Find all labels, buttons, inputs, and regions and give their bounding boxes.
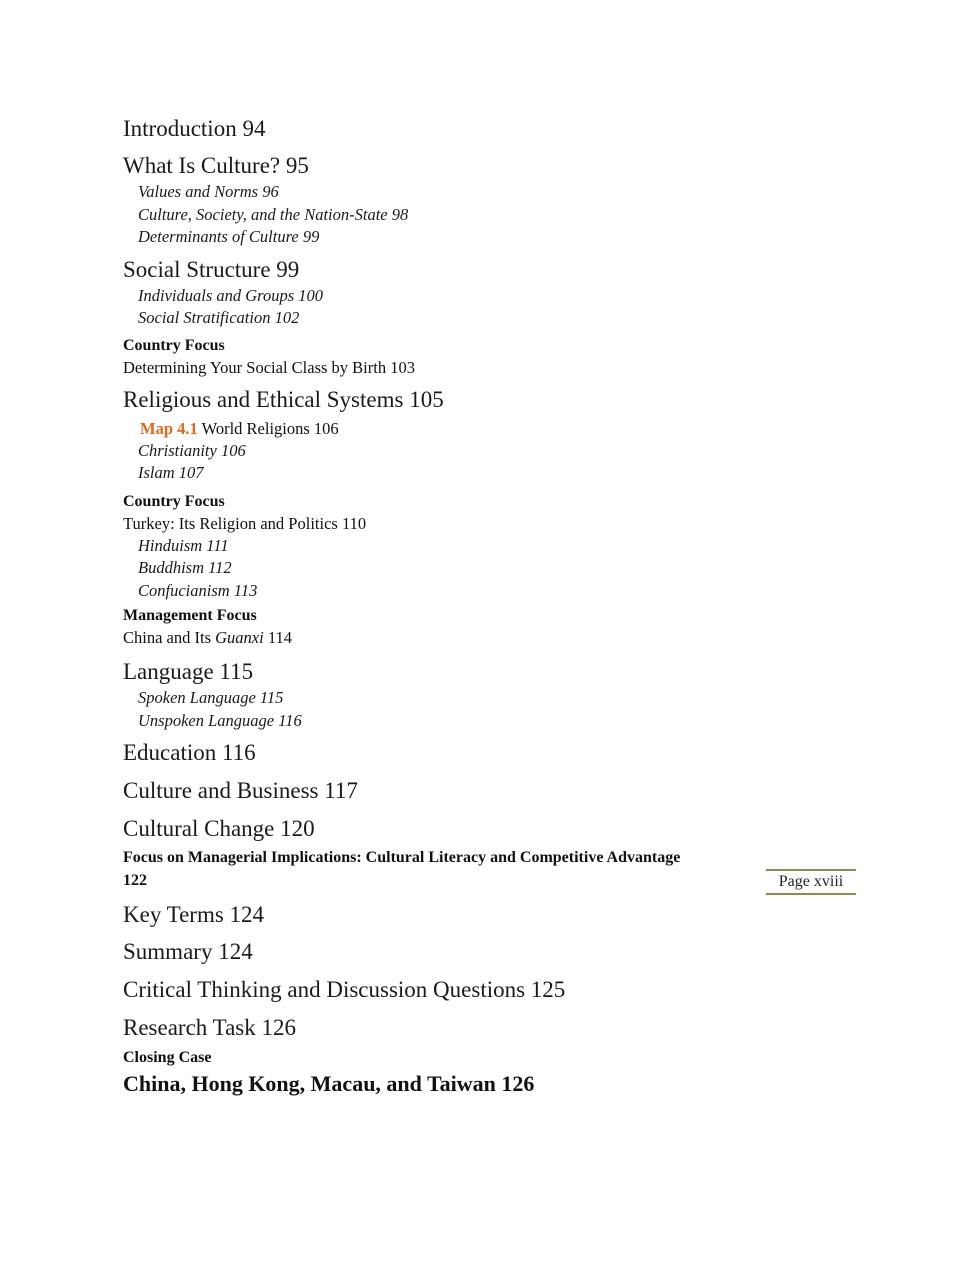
closing-case-title[interactable]: China, Hong Kong, Macau, and Taiwan 126: [123, 1071, 535, 1096]
country-focus-entry[interactable]: Turkey: Its Religion and Politics 110: [123, 513, 367, 533]
toc-subentry[interactable]: Buddhism 112: [138, 558, 232, 577]
country-focus-label: Country Focus: [123, 492, 225, 510]
toc-subentry[interactable]: Islam 107: [138, 463, 204, 482]
country-focus-label: Country Focus: [123, 336, 225, 354]
toc-subentry[interactable]: Hinduism 111: [138, 535, 229, 555]
toc-entry-social-structure[interactable]: Social Structure 99: [123, 256, 300, 282]
toc-subentry[interactable]: Culture, Society, and the Nation-State 98: [138, 204, 409, 224]
closing-case-label: Closing Case: [123, 1049, 212, 1066]
toc-subentry[interactable]: Spoken Language 115: [138, 688, 284, 707]
map-entry-text: World Religions 106: [197, 418, 339, 438]
toc-entry-religious-systems[interactable]: Religious and Ethical Systems 105: [123, 386, 444, 412]
toc-entry-summary[interactable]: Summary 124: [123, 939, 253, 964]
toc-entry-critical-thinking[interactable]: Critical Thinking and Discussion Questions 125: [123, 977, 566, 1002]
toc-subentry[interactable]: Christianity 106: [138, 440, 246, 460]
toc-entry-education[interactable]: Education 116: [123, 740, 256, 765]
management-focus-italic: Guanxi: [215, 628, 264, 647]
toc-subentry[interactable]: Individuals and Groups 100: [138, 285, 324, 305]
toc-entry-language[interactable]: Language 115: [123, 659, 254, 684]
toc-entry-key-terms[interactable]: Key Terms 124: [123, 902, 265, 927]
toc-subentry[interactable]: Unspoken Language 116: [138, 710, 302, 730]
toc-subentry[interactable]: Values and Norms 96: [138, 182, 279, 201]
focus-managerial-page: 122: [123, 872, 147, 889]
toc-entry-introduction[interactable]: Introduction 94: [123, 116, 266, 141]
map-tag: Map 4.1: [140, 418, 198, 438]
toc-entry-research-task[interactable]: Research Task 126: [123, 1015, 296, 1040]
focus-managerial-line1: Focus on Managerial Implications: Cultural Literacy and Competitive Advantage: [123, 849, 681, 866]
management-focus-text: China and Its: [123, 628, 216, 647]
toc-entry-culture-business[interactable]: Culture and Business 117: [123, 778, 358, 803]
toc-subentry[interactable]: Social Stratification 102: [138, 308, 300, 327]
page-number-marker: Page xviii: [766, 869, 856, 895]
country-focus-entry[interactable]: Determining Your Social Class by Birth 103: [123, 357, 415, 377]
toc-subentry[interactable]: Confucianism 113: [138, 580, 258, 600]
map-entry[interactable]: [123, 418, 883, 440]
management-focus-page: 114: [263, 628, 292, 647]
management-focus-label: Management Focus: [123, 607, 257, 624]
toc-subentry[interactable]: Determinants of Culture 99: [138, 227, 320, 246]
management-focus-entry[interactable]: [123, 627, 883, 649]
toc-entry-what-is-culture[interactable]: What Is Culture? 95: [123, 153, 309, 178]
table-of-contents: [123, 114, 883, 1099]
toc-entry-cultural-change[interactable]: Cultural Change 120: [123, 816, 315, 841]
